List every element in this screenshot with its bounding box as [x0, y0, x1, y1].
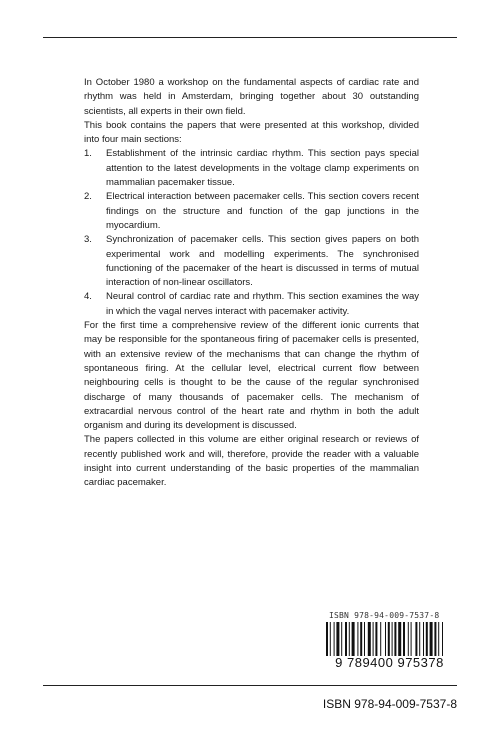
section-number: 4.	[84, 291, 92, 303]
barcode-digits: 9 789400 975378	[335, 655, 444, 670]
review-paragraph: For the first time a comprehensive review of the different ionic currents that may be responsible for the spontaneous firing of pacemaker cells is presented, with an extensive review of the mechanisms that can change the rhythm of spontaneous firing. At the cellular level, electrical current flow between neighbouring cells is thought to be the cause of the regular synchronised discharge of many thousands of pacemaker cells. The mechanism of extracardial nervous control of the heart rate and rhythm in both the adult organism and during its development is discussed.	[84, 320, 419, 432]
section-number: 1.	[84, 148, 92, 160]
section-item-1	[84, 147, 419, 190]
top-rule	[43, 37, 457, 38]
overview-paragraph: This book contains the papers that were presented at this workshop, divided into four main sections:	[84, 119, 419, 146]
section-item-3	[84, 233, 419, 290]
barcode-isbn-label: ISBN 978-94-009-7537-8	[329, 611, 440, 620]
barcode-icon	[322, 622, 457, 656]
barcode-block	[322, 611, 457, 672]
section-text: Establishment of the intrinsic cardiac rhythm. This section pays special attention to the latest developments in the voltage clamp experiments on mammalian pacemaker tissue.	[106, 148, 419, 189]
section-item-4	[84, 290, 419, 319]
section-text: Synchronization of pacemaker cells. This section gives papers on both experimental work and modelling experiments. The synchronised functioning of the pacemaker of the heart is discussed in terms of mutual interaction of non-linear oscillators.	[106, 234, 419, 289]
section-number: 3.	[84, 234, 92, 246]
section-number: 2.	[84, 191, 92, 203]
section-item-2	[84, 190, 419, 233]
back-cover-blurb	[84, 76, 419, 491]
isbn-footer: ISBN 978-94-009-7537-8	[322, 697, 457, 711]
bottom-rule	[43, 685, 457, 686]
closing-paragraph: The papers collected in this volume are either original research or reviews of recently published work and will, therefore, provide the reader with a valuable insight into current understanding of the basic properties of the mammalian cardiac pacemaker.	[84, 434, 419, 489]
section-text: Neural control of cardiac rate and rhythm. This section examines the way in which the vagal nerves interact with pacemaker activity.	[106, 291, 419, 317]
intro-paragraph: In October 1980 a workshop on the fundamental aspects of cardiac rate and rhythm was held in Amsterdam, bringing together about 30 outstanding scientists, all experts in their own field.	[84, 77, 419, 117]
section-text: Electrical interaction between pacemaker cells. This section covers recent findings on the structure and function of the gap junctions in the myocardium.	[106, 191, 419, 231]
